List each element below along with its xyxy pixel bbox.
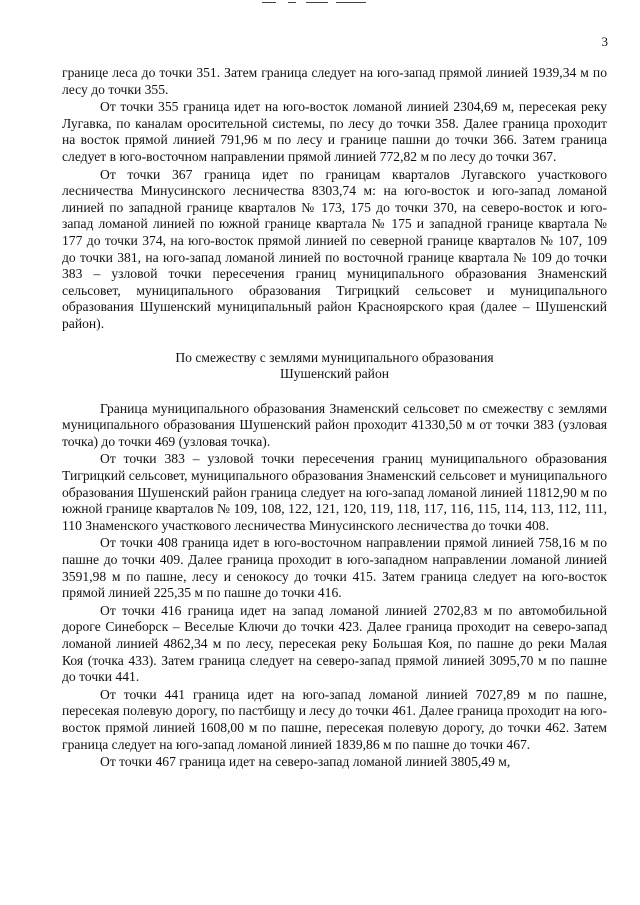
- paragraph: От точки 408 граница идет в юго-восточном направлении прямой линией 758,16 м по пашне до точки 409. Далее граница проходит в юго-западном направлении ломаной линией 3591,98 м по пашне, лесу и сенокосу до точки 415. Затем граница следует на юго-восток прямой линией 225,35 м по пашне до точки 416.: [62, 535, 607, 601]
- paragraph: Граница муниципального образования Знаменский сельсовет по смежеству с землями муниципального образования Шушенский район проходит 41330,50 м от точки 383 (узловая точка) до точки 469 (узловая точка).: [62, 400, 607, 449]
- header-marks: [262, 2, 372, 6]
- section-heading: [62, 350, 607, 383]
- paragraph: От точки 367 граница идет по границам кварталов Лугавского участкового лесничества Минусинского лесничества 8303,74 м: на юго-восток и юго-запад ломаной линией по западной границе кварталов № 173, 175 до точки 370, на северо-восток и юго-запад ломаной линией по южной границе квартала № 175 и западной границе квартала № 177 до точки 374, на юго-восток прямой линией по северной границе кварталов № 107, 109 до точки 381, на юго-запад ломаной линией по восточной границе квартала № 109 до точки 383 – узловой точки пересечения границ муниципального образования Знаменский сельсовет, муниципального образования Тигрицкий сельсовет и муниципального образования Шушенский муниципальный район Красноярского края (далее – Шушенский район).: [62, 166, 607, 331]
- paragraph: От точки 441 граница идет на юго-запад ломаной линией 7027,89 м по пашне, пересекая полевую дорогу, по пастбищу и лесу до точки 461. Далее граница проходит на юго-восток прямой линией 1608,00 м по пашне, пересекая полевую дорогу, до точки 462. Затем граница следует на юго-запад ломаной линией 1839,86 м по пашне до точки 467.: [62, 686, 607, 752]
- page-number: 3: [601, 34, 608, 49]
- paragraph: От точки 383 – узловой точки пересечения границ муниципального образования Тигрицкий сельсовет, муниципального образования Знаменский сельсовет и муниципального образования Шушенский район граница следует на юго-запад ломаной линией 11812,90 м по южной границе кварталов № 109, 108, 122, 121, 120, 119, 118, 117, 116, 115, 114, 113, 112, 111, 110 Знаменского участкового лесничества Минусинского лесничества до точки 408.: [62, 451, 607, 533]
- paragraphs-before: [62, 65, 607, 333]
- paragraphs-after: [62, 401, 607, 771]
- section-heading-line: Шушенский район: [279, 366, 390, 382]
- paragraph: От точки 355 граница идет на юго-восток ломаной линией 2304,69 м, пересекая реку Лугавка, по каналам оросительной системы, по лесу до точки 358. Далее граница проходит на восток прямой линией 791,96 м по лесу и границе пашни до точки 366. Затем граница следует в юго-восточном направлении прямой линией 772,82 м по лесу до точки 367.: [62, 99, 607, 164]
- document-body: [62, 65, 607, 771]
- paragraph: границе леса до точки 351. Затем граница следует на юго-запад прямой линией 1939,34 м по лесу до точки 355.: [62, 65, 607, 97]
- section-heading-line: По смежеству с землями муниципального образования: [175, 349, 494, 365]
- paragraph: От точки 467 граница идет на северо-запад ломаной линией 3805,49 м,: [100, 754, 511, 770]
- paragraph: От точки 416 граница идет на запад ломаной линией 2702,83 м по автомобильной дороге Синеборск – Веселые Ключи до точки 423. Далее граница проходит на северо-запад ломаной линией 4862,34 м по лесу, пересекая реку Большая Коя, по пашне до реки Малая Коя (точка 433). Затем граница следует на северо-запад прямой линией 3095,70 м по пашне до точки 441.: [62, 602, 607, 685]
